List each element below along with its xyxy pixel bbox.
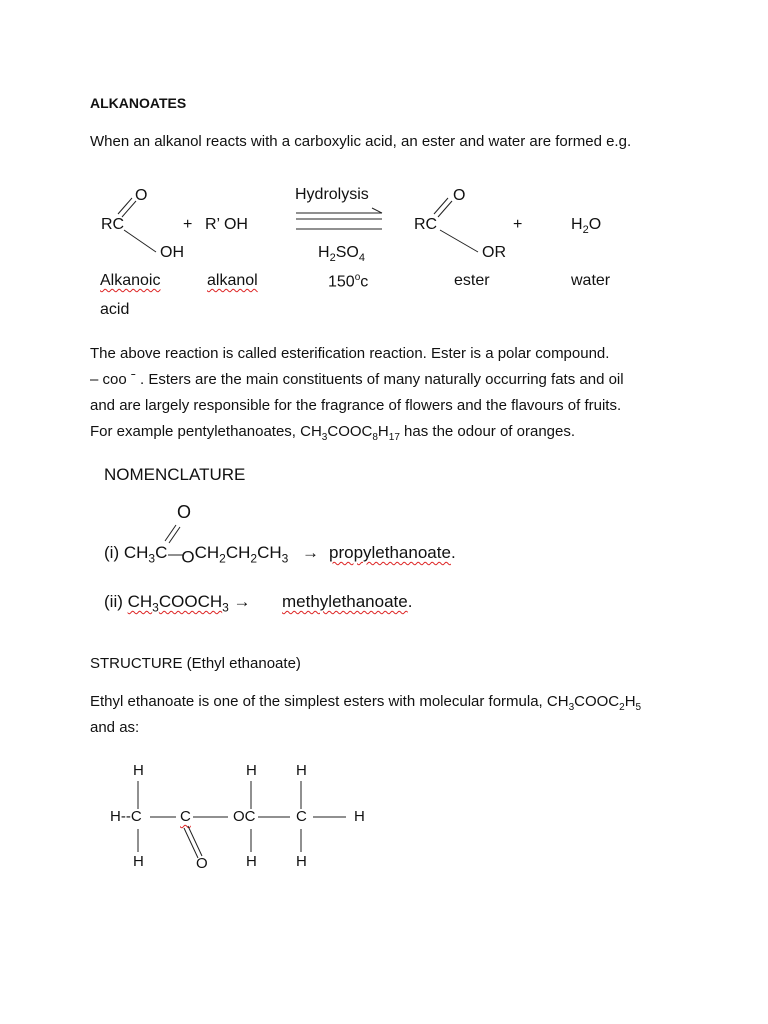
nomenclature-example-1: (i) $CH_3C$ $_OCH_2CH_2CH_3$	[104, 543, 289, 567]
acid-oh-bond	[124, 230, 156, 252]
structure-description: Ethyl ethanoate is one of the simplest esters with molecular formula, $CH_3COOC_2H_5$	[90, 693, 642, 713]
nomenclature-heading: NOMENCLATURE	[104, 465, 246, 484]
ex2-name: methylethanoate.	[282, 592, 413, 611]
ex1-name: propylethanoate.	[329, 543, 456, 562]
equilibrium-arrow-top-head	[372, 208, 382, 213]
paragraph-line: The above reaction is called esterification reaction. Ester is a polar compound.	[90, 345, 610, 362]
plus-sign-2: +	[513, 216, 523, 233]
paragraph-line: – coo ˉ . Esters are the main constituents of many naturally occurring fats and oil	[90, 371, 624, 388]
alkanol-formula: R’ OH	[205, 216, 248, 233]
hydrolysis-label: Hydrolysis	[295, 186, 369, 203]
ester-or: OR	[482, 244, 506, 261]
acid-double-bond	[118, 198, 132, 214]
page-title: ALKANOATES	[90, 95, 187, 111]
intro-text: When an alkanol reacts with a carboxylic acid, an ester and water are formed e.g.	[90, 133, 632, 150]
label-acid: acid	[100, 301, 130, 318]
atom-h: H	[246, 762, 257, 779]
ester-double-bond	[438, 201, 452, 217]
structure-heading: STRUCTURE (Ethyl ethanoate)	[90, 655, 301, 672]
structure-description-line2: and as:	[90, 719, 140, 736]
ex1-double-bond	[165, 525, 176, 541]
acid-oh: OH	[160, 244, 184, 261]
ester-or-bond	[440, 230, 478, 252]
ex1-double-bond	[169, 527, 180, 543]
paragraph-line: and are largely responsible for the fragrance of flowers and the flavours of fruits.	[90, 397, 622, 414]
ester-rc: RC	[414, 216, 438, 233]
ester-carbonyl-o: O	[453, 187, 466, 204]
atom-h: H	[133, 762, 144, 779]
acid-carbonyl-o: O	[135, 187, 148, 204]
atom-h: H	[246, 853, 257, 870]
atom-h: H	[354, 808, 365, 825]
atom-h: H	[296, 762, 307, 779]
atom-h-c: H--C	[110, 808, 142, 825]
atom-c: C	[296, 808, 307, 825]
atom-h: H	[133, 853, 144, 870]
ex1-arrow: →	[302, 543, 319, 562]
atom-h: H	[296, 853, 307, 870]
label-water: water	[571, 272, 611, 289]
plus-sign: +	[183, 216, 193, 233]
paragraph-line: For example pentylethanoates, $CH_3COOC_8H_{17}$ has the odour of oranges.	[90, 423, 576, 443]
acid-rc: RC	[101, 216, 125, 233]
nomenclature-example-2: (ii) $CH_3COOCH_3$ →	[104, 592, 251, 615]
water-formula: $H_2O$	[571, 216, 602, 237]
label-alkanol: alkanol	[207, 272, 258, 289]
ester-double-bond	[434, 198, 448, 214]
temperature-label: 150$^o$c	[328, 272, 369, 291]
atom-o: O	[196, 855, 208, 872]
label-alkanoic: Alkanoic	[100, 272, 161, 289]
acid-double-bond	[122, 201, 136, 217]
label-ester: ester	[454, 272, 490, 289]
atom-c: C	[180, 808, 191, 825]
ex1-carbonyl-o: O	[177, 502, 192, 522]
catalyst-label: $H_2SO_4$	[318, 244, 365, 265]
atom-oc: OC	[233, 808, 256, 825]
